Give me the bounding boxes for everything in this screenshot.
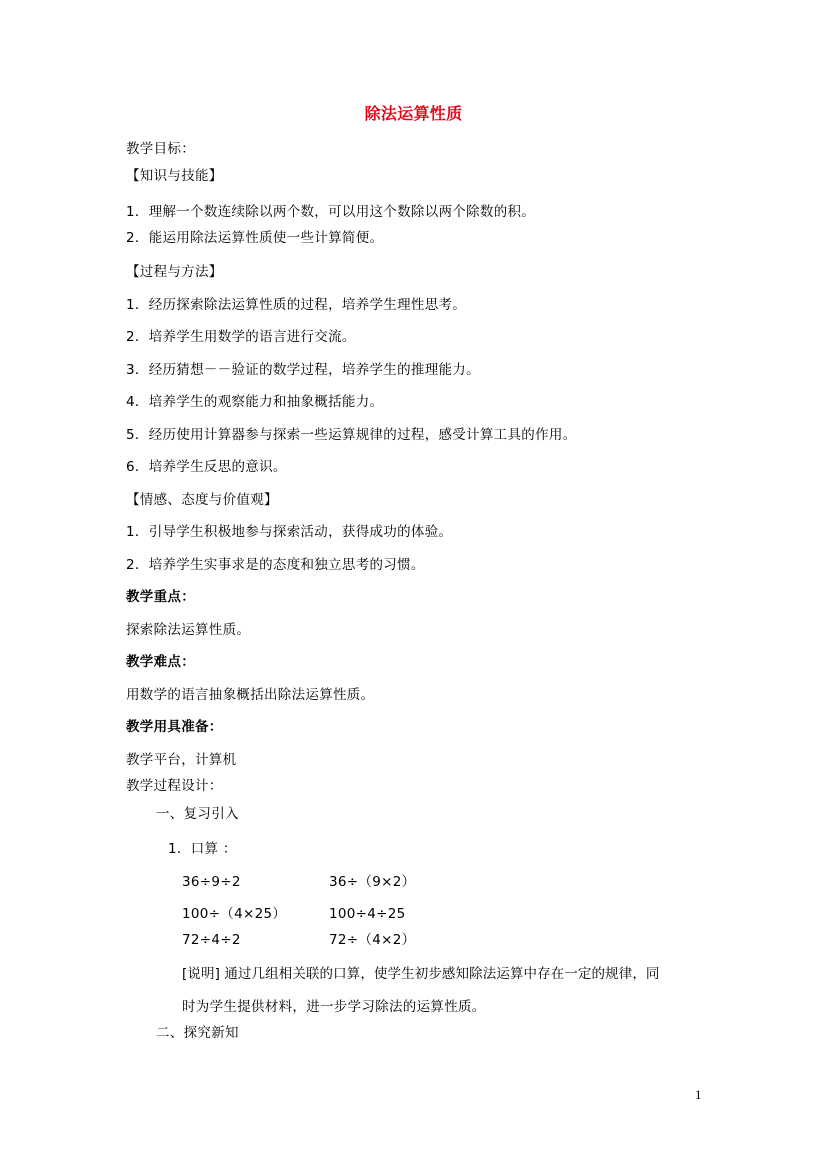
expr-2a: 100÷（4×25） [182,906,287,922]
expr-1b: 36÷（9×2） [329,874,416,890]
objectives-heading: 教学目标： [126,141,195,157]
difficulty-heading: 教学难点： [126,654,195,670]
expr-3b: 72÷（4×2） [329,932,416,948]
difficulty-text: 用数学的语言抽象概括出除法运算性质。 [126,687,375,703]
key-point-heading: 教学重点： [126,589,195,605]
section-review-intro: 一、复习引入 [156,806,239,822]
emotion-heading: 【情感、态度与价值观】 [126,492,278,508]
process-item-1: 1．经历探索除法运算性质的过程，培养学生理性思考。 [126,297,467,313]
process-item-4: 4．培养学生的观察能力和抽象概括能力。 [126,394,384,410]
expr-3a: 72÷4÷2 [182,932,241,948]
process-heading: 【过程与方法】 [126,264,223,280]
expr-2b: 100÷4÷25 [329,906,406,922]
note-line-2: 时为学生提供材料，进一步学习除法的运算性质。 [182,999,486,1015]
expr-1a: 36÷9÷2 [182,874,241,890]
process-design-heading: 教学过程设计： [126,778,223,794]
note-line-1: [说明] 通过几组相关联的口算，使学生初步感知除法运算中存在一定的规律，同 [182,966,660,982]
emotion-item-2: 2．培养学生实事求是的态度和独立思考的习惯。 [126,557,425,573]
process-item-3: 3．经历猜想－－验证的数学过程，培养学生的推理能力。 [126,362,480,378]
tools-text: 教学平台，计算机 [126,752,237,768]
page-number: 1 [695,1087,702,1102]
key-point-text: 探索除法运算性质。 [126,622,251,638]
knowledge-heading: 【知识与技能】 [126,168,223,184]
knowledge-item-2: 2．能运用除法运算性质使一些计算简便。 [126,230,384,246]
tools-heading: 教学用具准备： [126,719,223,735]
page-title: 除法运算性质 [364,104,463,123]
process-item-6: 6．培养学生反思的意识。 [126,459,287,475]
emotion-item-1: 1．引导学生积极地参与探索活动，获得成功的体验。 [126,524,453,540]
oral-calc-label: 1．口算 ： [168,841,237,857]
process-item-5: 5．经历使用计算器参与探索一些运算规律的过程，感受计算工具的作用。 [126,427,577,443]
knowledge-item-1: 1．理解一个数连续除以两个数，可以用这个数除以两个除数的积。 [126,204,536,220]
section-explore-new: 二、探究新知 [156,1025,239,1041]
process-item-2: 2．培养学生用数学的语言进行交流。 [126,329,356,345]
